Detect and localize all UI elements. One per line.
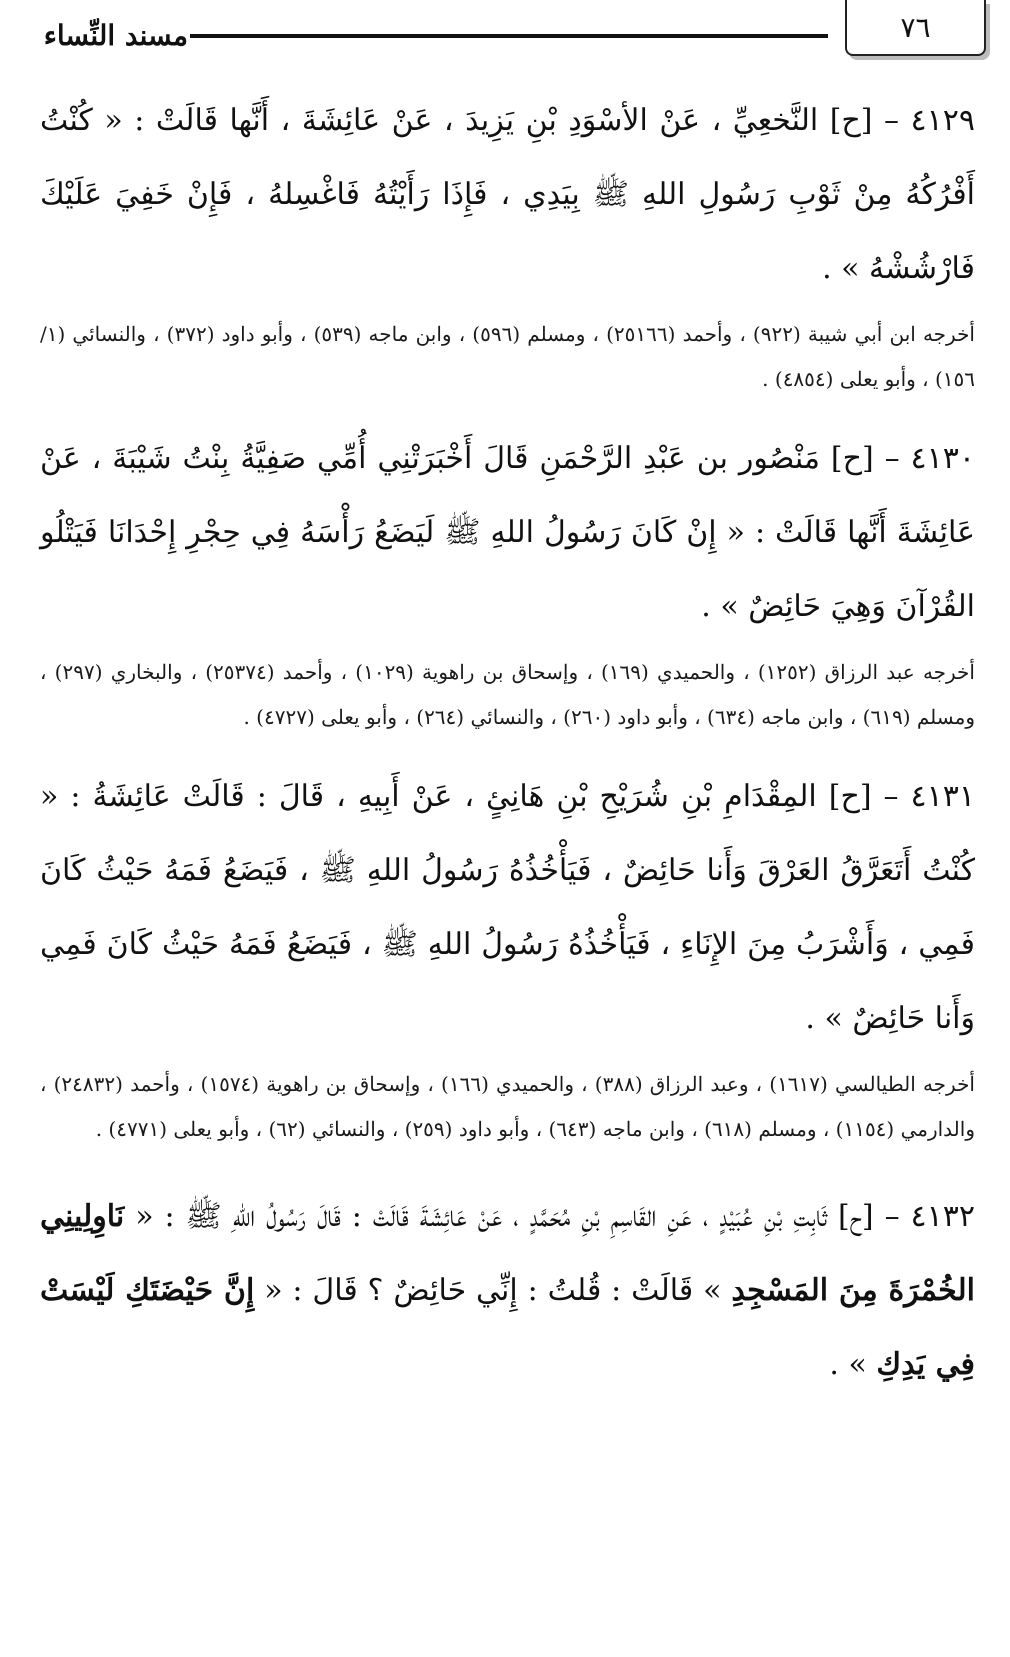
page-number: ٧٦	[900, 10, 931, 44]
hadith-4131	[40, 760, 975, 1152]
hadith-4132	[40, 1180, 975, 1402]
hadith-4129	[40, 84, 975, 402]
prophetic-quote: إِنَّ حَيْضَتَكِ لَيْسَتْ فِي يَدِكِ	[40, 1273, 975, 1382]
hadith-text: ٤١٣١ – [ح] المِقْدَامِ بْنِ شُرَيْحِ بْنِ هَانِئٍ ، عَنْ أَبِيهِ ، قَالَ : قَالَتْ عَائِشَةُ : « كُنْتُ أَتَعَرَّقُ العَرْقَ وَأَنا حَائِضٌ ، فَيَأْخُذُهُ رَسُولُ اللهِ ﷺ ، فَيَضَعُ فَمَهُ حَيْثُ كَانَ فَمِي ، وَأَشْرَبُ مِنَ الإِنَاءِ ، فَيَأْخُذُهُ رَسُولُ اللهِ ﷺ ، فَيَضَعُ فَمَهُ حَيْثُ كَانَ فَمِي وَأَنا حَائِضٌ » .	[40, 779, 975, 1036]
hadith-takhrij: أخرجه ابن أبي شيبة (٩٢٢) ، وأحمد (٢٥١٦٦) ، ومسلم (٥٩٦) ، وابن ماجه (٥٣٩) ، وأبو داود (٣٧٢) ، والنسائي (١/ ١٥٦) ، وأبو يعلى (٤٨٥٤) .	[40, 322, 975, 391]
hadith-takhrij: أخرجه عبد الرزاق (١٢٥٢) ، والحميدي (١٦٩) ، وإسحاق بن راهوية (١٠٢٩) ، وأحمد (٢٥٣٧٤) ، والبخاري (٢٩٧) ، ومسلم (٦١٩) ، وابن ماجه (٦٣٤) ، وأبو داود (٢٦٠) ، والنسائي (٢٦٤) ، وأبو يعلى (٤٧٢٧) .	[40, 660, 975, 729]
hadith-text	[40, 1180, 975, 1402]
hadith-text-part: » قَالَتْ : قُلتُ : إِنِّي حَائِضٌ ؟ قَالَ : «	[254, 1273, 732, 1308]
hadith-text: ٤١٣٠ – [ح] مَنْصُور بن عَبْدِ الرَّحْمَنِ قَالَ أَخْبَرَتْنِي أُمِّي صَفِيَّةُ بِنْتُ شَيْبَةَ ، عَنْ عَائِشَةَ أَنَّها قَالَتْ : « إِنْ كَانَ رَسُولُ اللهِ ﷺ لَيَضَعُ رَأْسَهُ فِي حِجْرِ إِحْدَانَا فَيَتْلُو القُرْآنَ وَهِيَ حَائِضٌ » .	[40, 441, 975, 624]
hadith-text-part: » .	[829, 1347, 877, 1382]
page-number-box	[845, 0, 986, 56]
hadith-takhrij: أخرجه الطيالسي (١٦١٧) ، وعبد الرزاق (٣٨٨) ، والحميدي (١٦٦) ، وإسحاق بن راهوية (١٥٧٤) ، وأحمد (٢٤٨٣٢) ، والدارمي (١١٥٤) ، ومسلم (٦١٨) ، وابن ماجه (٦٤٣) ، وأبو داود (٢٥٩) ، والنسائي (٦٢) ، وأبو يعلى (٤٧٧١) .	[40, 1072, 975, 1141]
header-rule	[190, 34, 828, 38]
hadith-text: ٤١٢٩ – [ح] النَّخعِيِّ ، عَنْ الأسْوَدِ بْنِ يَزِيدَ ، عَنْ عَائِشَةَ ، أَنَّها قَالَتْ : « كُنْتُ أَفْرُكُهُ مِنْ ثَوْبِ رَسُولِ اللهِ ﷺ بِيَدِي ، فَإِذَا رَأَيْتُهُ فَاغْسِلهُ ، فَإِنْ خَفِيَ عَلَيْكَ فَارْشُشْهُ » .	[40, 103, 975, 286]
prophetic-quote: نَاوِلِينِي الخُمْرَةَ مِنَ المَسْجِدِ	[40, 1199, 975, 1308]
running-title: مسند النِّساء	[43, 19, 188, 52]
hadith-4130	[40, 422, 975, 740]
page-content	[40, 84, 975, 1402]
hadith-text-part: ٤١٣٢ – [ح] ثَابِتِ بْنِ عُبَيْدٍ ، عَنِ القَاسِمِ بْنِ مُحَمَّدٍ ، عَنْ عَائِشَةَ قَالَتْ : قَالَ رَسُولُ اللهِ ﷺ : «	[124, 1199, 975, 1234]
